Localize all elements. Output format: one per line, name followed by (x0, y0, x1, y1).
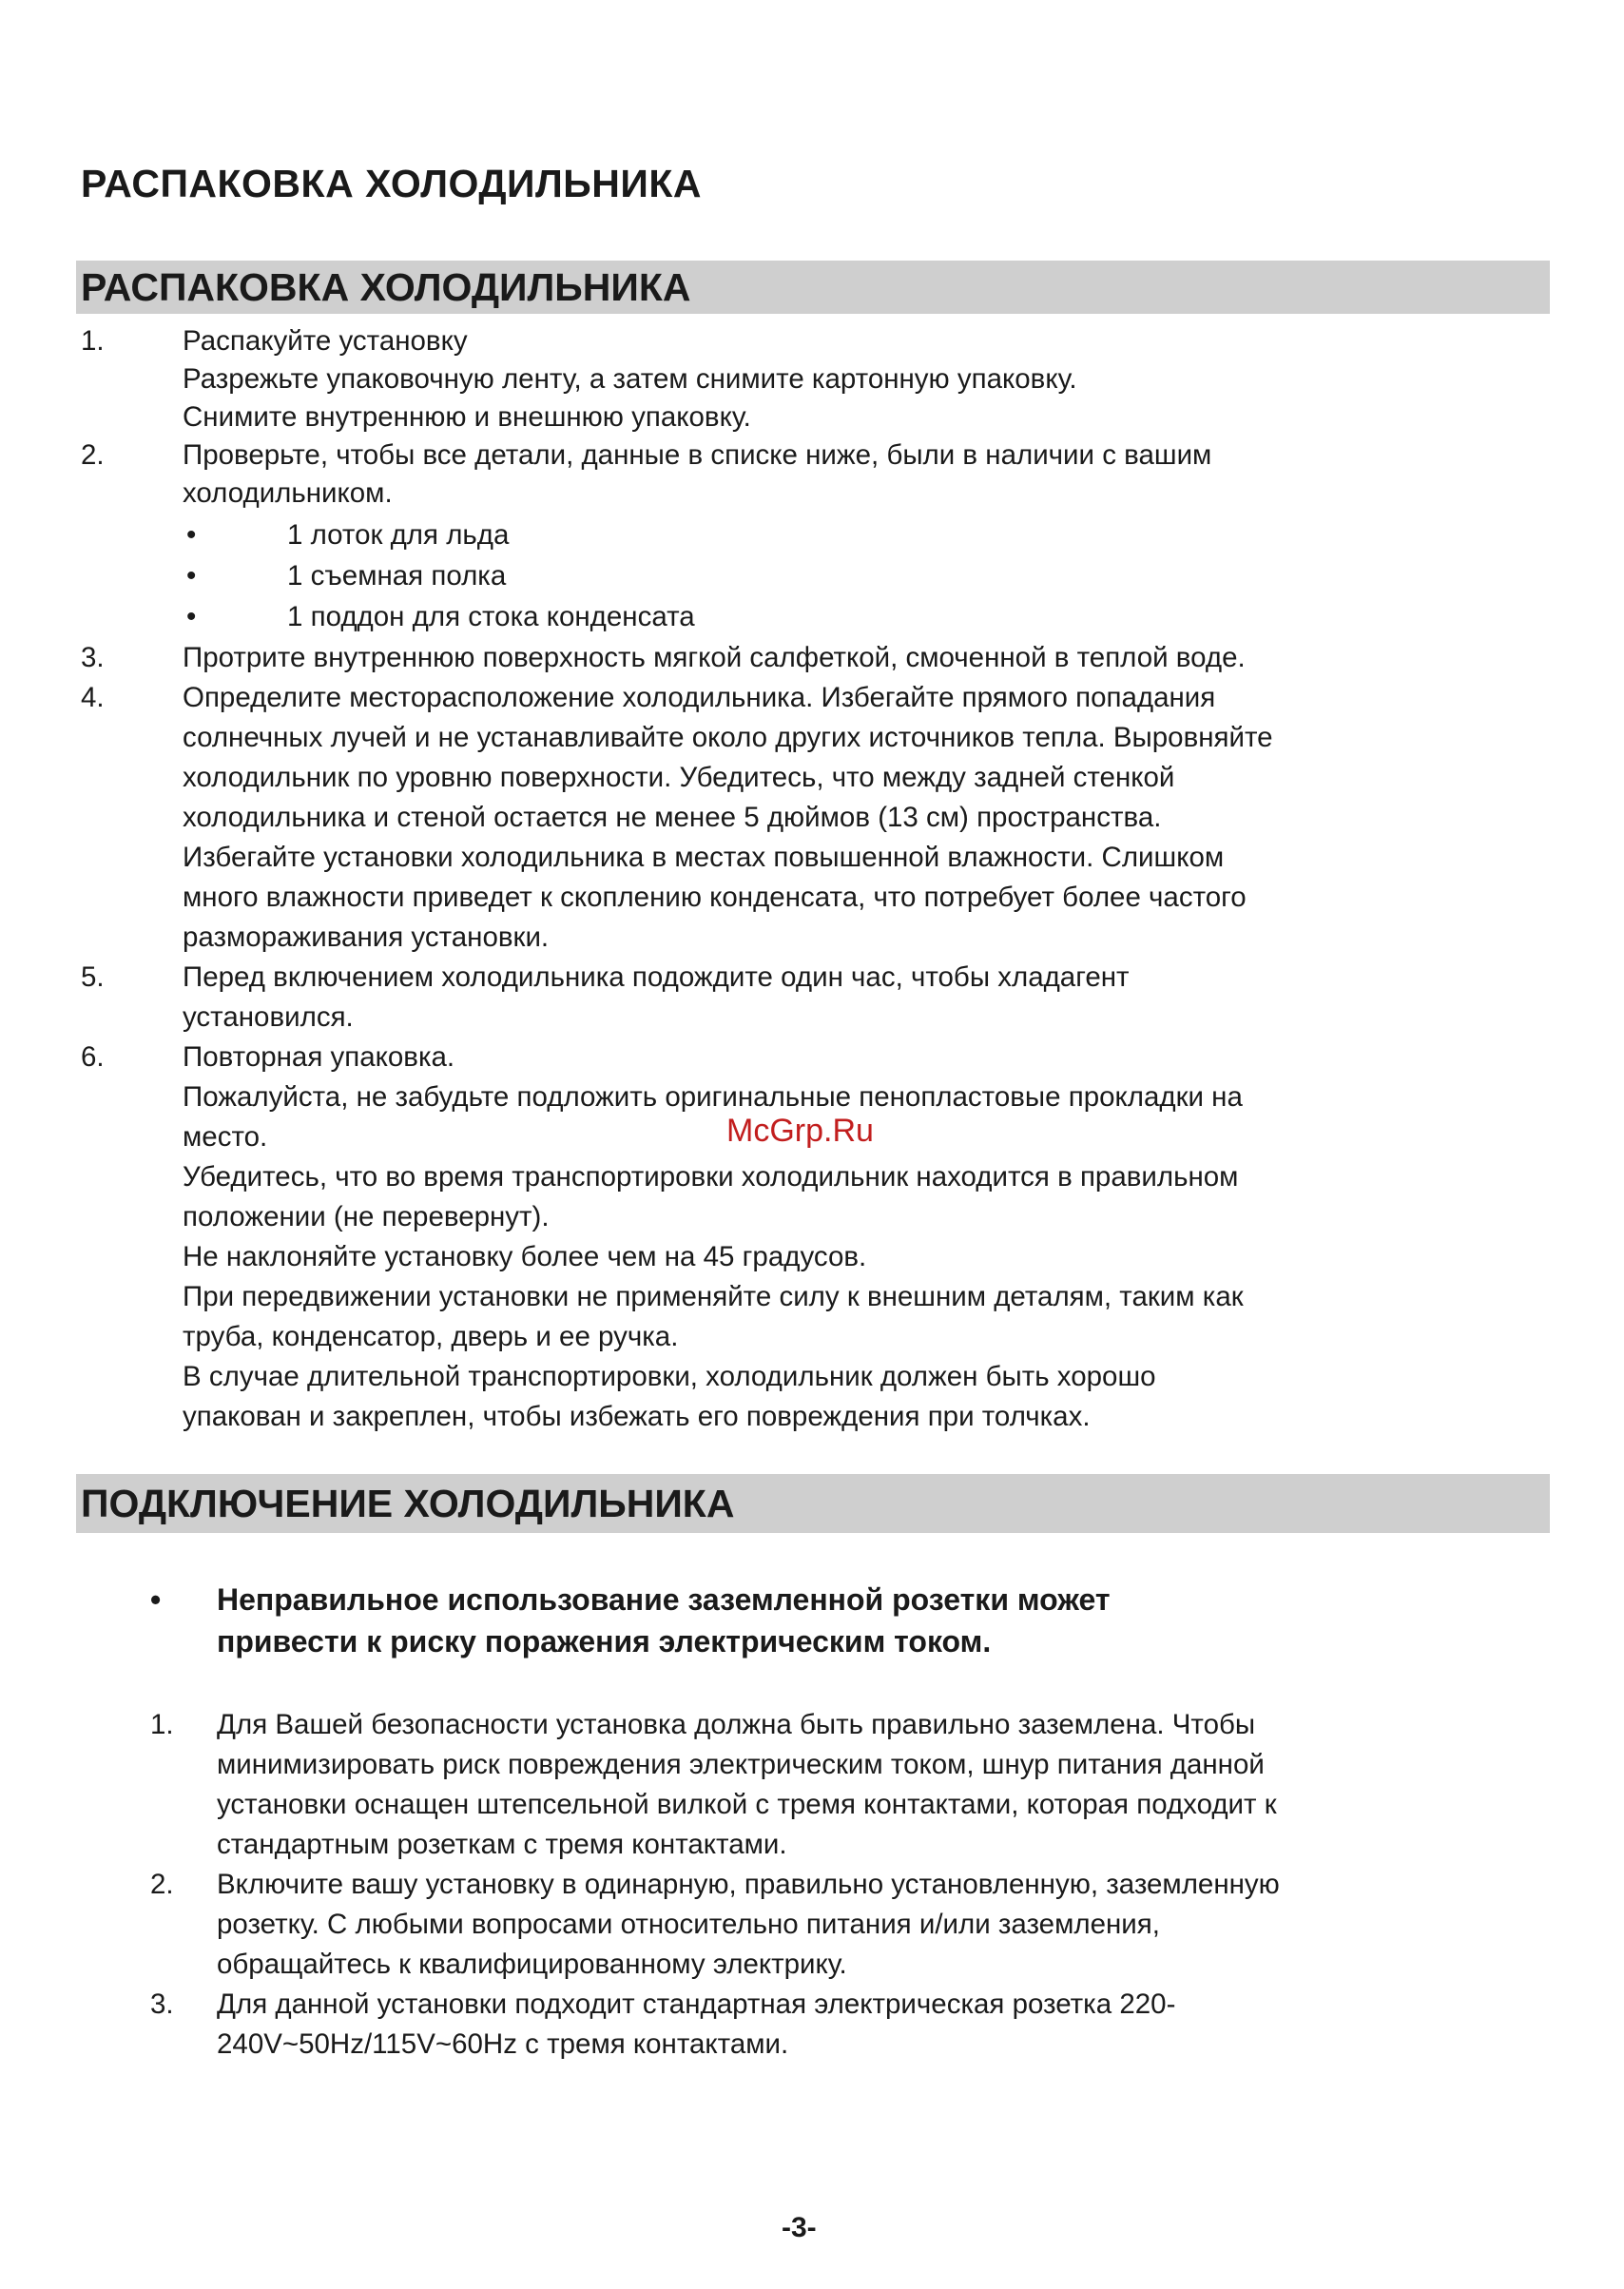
bullet-item: 1 съемная полка (287, 560, 507, 592)
item-number: 1. (150, 1709, 174, 1740)
item-text: Разрежьте упаковочную ленту, а затем снимите картонную упаковку. (183, 363, 1077, 395)
item-text: Не наклоняйте установку более чем на 45 градусов. (183, 1241, 867, 1272)
item-text: Включите вашу установку в одинарную, правильно установленную, заземленную (217, 1869, 1280, 1900)
item-text: Снимите внутреннюю и внешнюю упаковку. (183, 401, 751, 433)
item-text: холодильник по уровню поверхности. Убедитесь, что между задней стенкой (183, 762, 1175, 793)
warning-bullet-icon: • (150, 1582, 162, 1617)
item-text: труба, конденсатор, дверь и ее ручка. (183, 1321, 679, 1352)
item-text: Повторная упаковка. (183, 1041, 455, 1073)
item-number: 1. (81, 325, 105, 357)
item-text: Убедитесь, что во время транспортировки холодильник находится в правильном (183, 1161, 1239, 1193)
item-number: 3. (150, 1988, 174, 2020)
item-text: розетку. С любыми вопросами относительно питания и/или заземления, (217, 1909, 1160, 1940)
item-text: Перед включением холодильника подождите один час, чтобы хладагент (183, 961, 1130, 993)
item-number: 6. (81, 1041, 105, 1073)
item-text: В случае длительной транспортировки, холодильник должен быть хорошо (183, 1361, 1156, 1392)
item-text: Пожалуйста, не забудьте подложить оригинальные пенопластовые прокладки на (183, 1081, 1243, 1113)
item-text: Проверьте, чтобы все детали, данные в списке ниже, были в наличии с вашим (183, 439, 1212, 471)
watermark: McGrp.Ru (726, 1113, 874, 1149)
section-unpacking-title: РАСПАКОВКА ХОЛОДИЛЬНИКА (81, 265, 691, 309)
item-text: положении (не перевернут). (183, 1201, 550, 1232)
item-text: размораживания установки. (183, 921, 550, 953)
item-number: 4. (81, 682, 105, 713)
item-number: 2. (150, 1869, 174, 1900)
page-number: -3- (782, 2212, 817, 2243)
item-text: установился. (183, 1001, 354, 1033)
item-text: холодильником. (183, 477, 393, 509)
bullet-icon: • (186, 560, 197, 592)
item-text: Распакуйте установку (183, 325, 468, 357)
item-text: При передвижении установки не применяйте силу к внешним деталям, таким как (183, 1281, 1244, 1312)
page-title: РАСПАКОВКА ХОЛОДИЛЬНИКА (81, 162, 702, 205)
bullet-item: 1 поддон для стока конденсата (287, 601, 695, 632)
warning-text: привести к риску поражения электрическим током. (217, 1624, 992, 1659)
item-text: установки оснащен штепсельной вилкой с тремя контактами, которая подходит к (217, 1789, 1277, 1820)
warning-text: Неправильное использование заземленной розетки может (217, 1582, 1111, 1617)
bullet-icon: • (186, 601, 197, 632)
bullet-item: 1 лоток для льда (287, 519, 510, 551)
item-text: 240V~50Hz/115V~60Hz с тремя контактами. (217, 2028, 789, 2060)
section-connection-title: ПОДКЛЮЧЕНИЕ ХОЛОДИЛЬНИКА (81, 1482, 735, 1525)
item-text: упакован и закреплен, чтобы избежать его повреждения при толчках. (183, 1401, 1091, 1432)
item-number: 5. (81, 961, 105, 993)
bullet-icon: • (186, 519, 197, 551)
item-text: Протрите внутреннюю поверхность мягкой салфеткой, смоченной в теплой воде. (183, 642, 1246, 673)
item-text: много влажности приведет к скоплению конденсата, что потребует более частого (183, 882, 1247, 913)
item-text: Для данной установки подходит стандартная электрическая розетка 220- (217, 1988, 1176, 2020)
item-number: 3. (81, 642, 105, 673)
item-text: Для Вашей безопасности установка должна быть правильно заземлена. Чтобы (217, 1709, 1256, 1740)
item-text: холодильника и стеной остается не менее 5 дюймов (13 см) пространства. (183, 802, 1162, 833)
item-text: место. (183, 1121, 268, 1153)
item-text: Избегайте установки холодильника в местах повышенной влажности. Слишком (183, 842, 1225, 873)
item-text: солнечных лучей и не устанавливайте около других источников тепла. Выровняйте (183, 722, 1273, 753)
item-text: стандартным розеткам с тремя контактами. (217, 1829, 787, 1860)
item-text: минимизировать риск повреждения электрическим током, шнур питания данной (217, 1749, 1265, 1780)
item-text: Определите месторасположение холодильника. Избегайте прямого попадания (183, 682, 1216, 713)
item-text: обращайтесь к квалифицированному электрику. (217, 1949, 847, 1980)
item-number: 2. (81, 439, 105, 471)
